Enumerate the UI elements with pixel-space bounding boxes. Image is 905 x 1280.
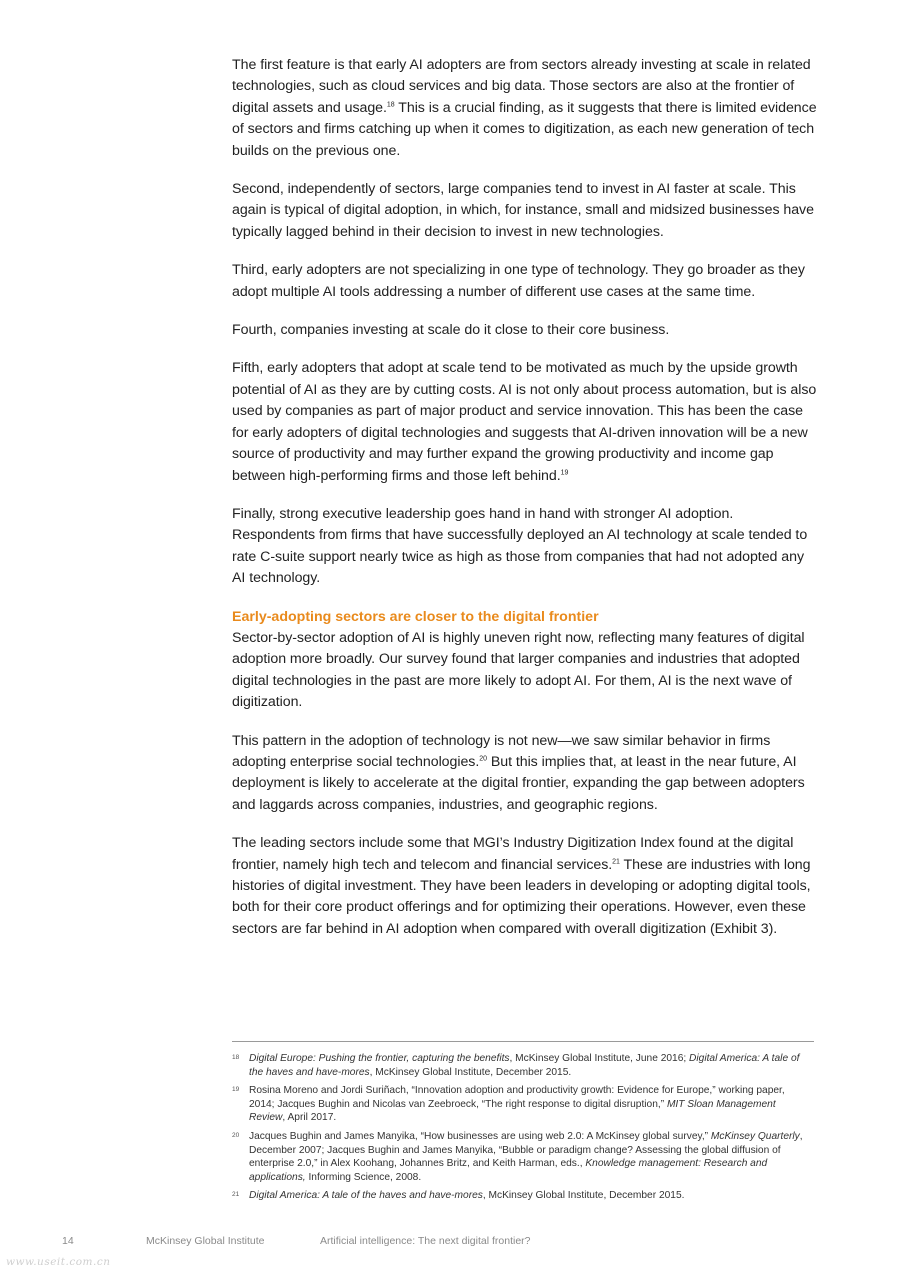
footnote-18 [232,1052,812,1079]
footnotes [232,1052,812,1208]
body-paragraph-1: The first feature is that early AI adopters are from sectors already investing at scale in related technologies, such as cloud services and big data. Those sectors are also at the frontier of digital assets and usage.$^{18}$ This is a crucial finding, as it suggests that there is limited evidence of sectors and firms catching up when it comes to digitization, as each new generation of tech builds on the previous one. [232,57,817,159]
body-paragraph-6: Finally, strong executive leadership goes hand in hand with stronger AI adoption. Respondents from firms that have successfully deployed an AI technology at scale tended to rate C-suite support nearly twice as high as those from companies that had not adopted any AI technology. [232,505,808,587]
footnote-20 [232,1130,812,1184]
footnote-number: 19 [232,1086,240,1094]
section-paragraph-2: This pattern in the adoption of technology is not new—we saw similar behavior in firms adopting enterprise social technologies.$^{20}$ But this implies that, at least in the near future, AI deployment is likely to accelerate at the digital frontier, expanding the gap between adopters and laggards across companies, industries, and geographic regions. [232,732,805,813]
footnote-italic-segment: Digital America: A tale of the haves and have-mores [249,1053,800,1078]
footnote-text [249,1053,799,1078]
footnote-segment: , McKinsey Global Institute, December 2015. [482,1190,685,1202]
section-paragraph-3: The leading sectors include some that MGI’s Industry Digitization Index found at the digital frontier, namely high tech and telecom and financial services.$^{21}$ These are industries with long histories of digital investment. They have been leaders in developing or adopting digital tools, both for their core product offerings and for optimizing their operations. However, even these sectors are far behind in AI adoption when compared with overall digitization (Exhibit 3). [232,835,811,937]
footnote-italic-segment: McKinsey Quarterly [710,1130,800,1142]
footnote-ref-18[interactable]: 18 [386,101,395,109]
footnote-number: 21 [232,1191,240,1199]
footnote-19 [232,1084,812,1125]
footnote-ref-21[interactable]: 21 [612,857,620,865]
section-heading: Early-adopting sectors are closer to the digital frontier [232,608,599,625]
footnote-italic-segment: Digital America: A tale of the haves and have-mores [249,1190,483,1202]
footer-publisher: McKinsey Global Institute [146,1235,265,1247]
watermark: www.useit.com.cn [6,1256,111,1268]
section-paragraph-1: Sector-by-sector adoption of AI is highly uneven right now, reflecting many features of digital adoption more broadly. Our survey found that larger companies and industries that adopted digital technologies in the past are more likely to adopt AI. For them, AI is the next wave of digitization. [232,629,805,711]
footnote-ref-19[interactable]: 19 [560,468,569,476]
footnote-segment: Rosina Moreno and Jordi Suriñach, “Innovation adoption and productivity growth: Evidence for Europe,” working paper, 2014; Jacques Bughin and Nicolas van Zeebroeck, “The right response to digital disruption,” [249,1085,785,1110]
footnote-segment: , McKinsey Global Institute, December 2015. [369,1066,572,1078]
footnote-text [249,1131,803,1183]
page-number: 14 [62,1235,74,1247]
footnote-ref-20[interactable]: 20 [479,755,487,763]
footnote-segment: Jacques Bughin and James Manyika, “How businesses are using web 2.0: A McKinsey global survey,” [249,1130,711,1142]
main-content [232,55,817,940]
footnote-number: 20 [232,1131,240,1139]
footnote-text [249,1085,785,1123]
footnote-italic-segment: Knowledge management: Research and applications, [249,1158,768,1183]
footnote-segment: , December 2007; Jacques Bughin and James Manyika, “Bubble or paradigm change? Assessing the global diffusion of enterprise 2.0,” in Alex Koohang, Johannes Britz, and Keith Harman, eds., [249,1130,803,1170]
footnote-segment: Informing Science, 2008. [305,1171,422,1183]
footnote-number: 18 [232,1054,240,1061]
footnote-italic-segment: MIT Sloan Management Review [249,1098,776,1124]
body-paragraph-2: Second, independently of sectors, large companies tend to invest in AI faster at scale. This again is typical of digital adoption, in which, for instance, small and midsized businesses have typically lagged behind in their decision to invest in new technologies. [232,181,814,240]
body-paragraph-5: Fifth, early adopters that adopt at scale tend to be motivated as much by the upside growth potential of AI as they are by cutting costs. AI is not only about process automation, but is also used by companies as part of major product and service innovation. This has been the case for early adopters of digital technologies and suggests that AI-driven innovation will be a new source of productivity and may further expand the growing productivity and income gap between high-performing firms and those left behind.$^{19}$ [232,360,817,484]
body-paragraph-4: Fourth, companies investing at scale do it close to their core business. [232,322,670,339]
footnote-21 [232,1189,812,1203]
footnote-segment: , April 2017. [282,1112,337,1124]
footer-report-title: Artificial intelligence: The next digital frontier? [320,1235,531,1247]
body-paragraph-3: Third, early adopters are not specializing in one type of technology. They go broader as they adopt multiple AI tools addressing a number of different use cases at the same time. [232,262,805,300]
footnote-segment: , McKinsey Global Institute, June 2016; [509,1053,690,1064]
footnote-divider [232,1041,814,1042]
footnote-italic-segment: Digital Europe: Pushing the frontier, capturing the benefits [249,1053,510,1064]
footnote-text [249,1190,684,1201]
